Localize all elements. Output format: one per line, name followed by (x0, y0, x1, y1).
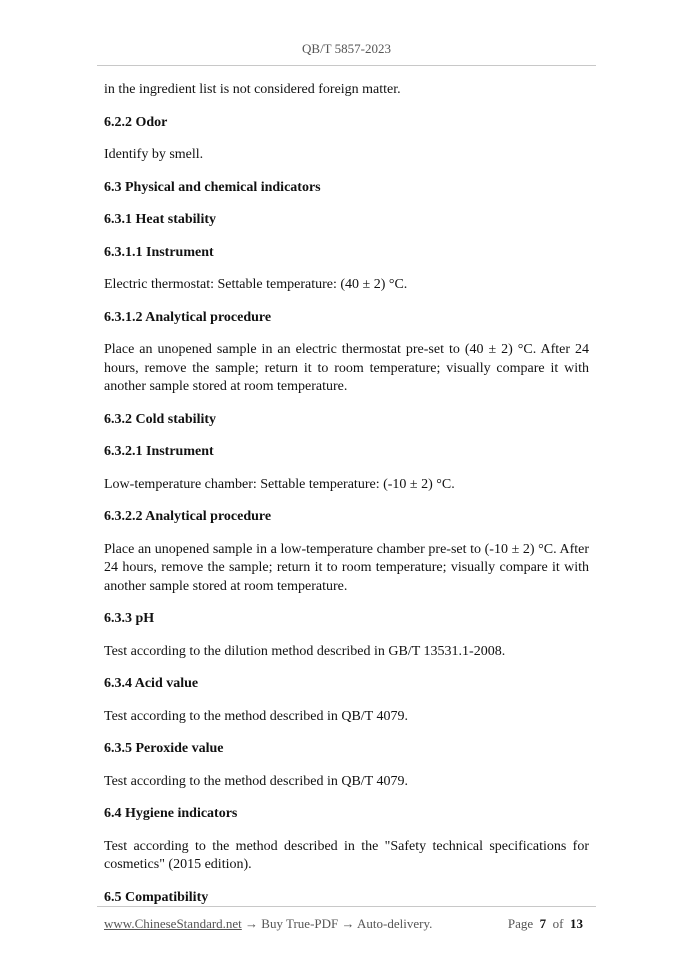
page-header: QB/T 5857-2023 (302, 41, 391, 56)
section-heading: 6.3.5 Peroxide value (104, 741, 224, 756)
page-label: Page (507, 916, 534, 931)
section-heading: 6.3.2.1 Instrument (104, 444, 214, 459)
footer-links (104, 916, 432, 932)
paragraph: in the ingredient list is not considered foreign matter. (104, 82, 401, 97)
paragraph: Electric thermostat: Settable temperature: (40 ± 2) °C. (104, 277, 408, 292)
paragraph: Test according to the dilution method described in GB/T 13531.1-2008. (104, 643, 506, 659)
section-heading: 6.4 Hygiene indicators (104, 806, 238, 821)
page-indicator (508, 916, 583, 932)
section-heading: 6.2.2 Odor (104, 114, 168, 130)
section-heading: 6.3.3 pH (104, 611, 155, 626)
paragraph: Test according to the method described in the "Safety technical specifications for cosmetics" (2015 edition). (104, 838, 589, 872)
auto-delivery-link[interactable]: → Auto-delivery. (341, 916, 433, 931)
section-heading: 6.3.2.2 Analytical procedure (104, 509, 272, 524)
section-heading: 6.3.1.2 Analytical procedure (104, 309, 272, 325)
document-body (104, 81, 589, 907)
section-heading: 6.5 Compatibility (104, 889, 209, 905)
current-page: 7 (539, 916, 547, 931)
of-label: of (552, 916, 564, 931)
section-heading: 6.3.1 Heat stability (104, 212, 216, 227)
paragraph: Identify by smell. (104, 147, 204, 162)
paragraph: Test according to the method described in QB/T 4079. (104, 708, 408, 724)
total-pages: 13 (570, 916, 583, 931)
section-heading: 6.3 Physical and chemical indicators (104, 179, 321, 195)
header-divider (97, 65, 596, 66)
buy-pdf-link[interactable]: → Buy True-PDF (245, 916, 339, 931)
site-link[interactable]: www.ChineseStandard.net (104, 916, 242, 931)
section-heading: 6.3.2 Cold stability (104, 411, 217, 427)
footer-divider (97, 906, 596, 907)
section-heading: 6.3.4 Acid value (104, 676, 199, 691)
paragraph: Test according to the method described in QB/T 4079. (104, 773, 408, 789)
section-heading: 6.3.1.1 Instrument (104, 244, 214, 260)
paragraph: Place an unopened sample in an electric thermostat pre-set to (40 ± 2) °C. After 24 hours, remove the sample; return it to room temperature; visually compare it with another sample stored at room temperature. (104, 342, 589, 394)
paragraph: Place an unopened sample in a low-temperature chamber pre-set to (-10 ± 2) °C. After 24 hours, remove the sample; return it to room temperature; visually compare it with another sample stored at room temperature. (104, 541, 589, 594)
paragraph: Low-temperature chamber: Settable temperature: (-10 ± 2) °C. (104, 476, 455, 492)
